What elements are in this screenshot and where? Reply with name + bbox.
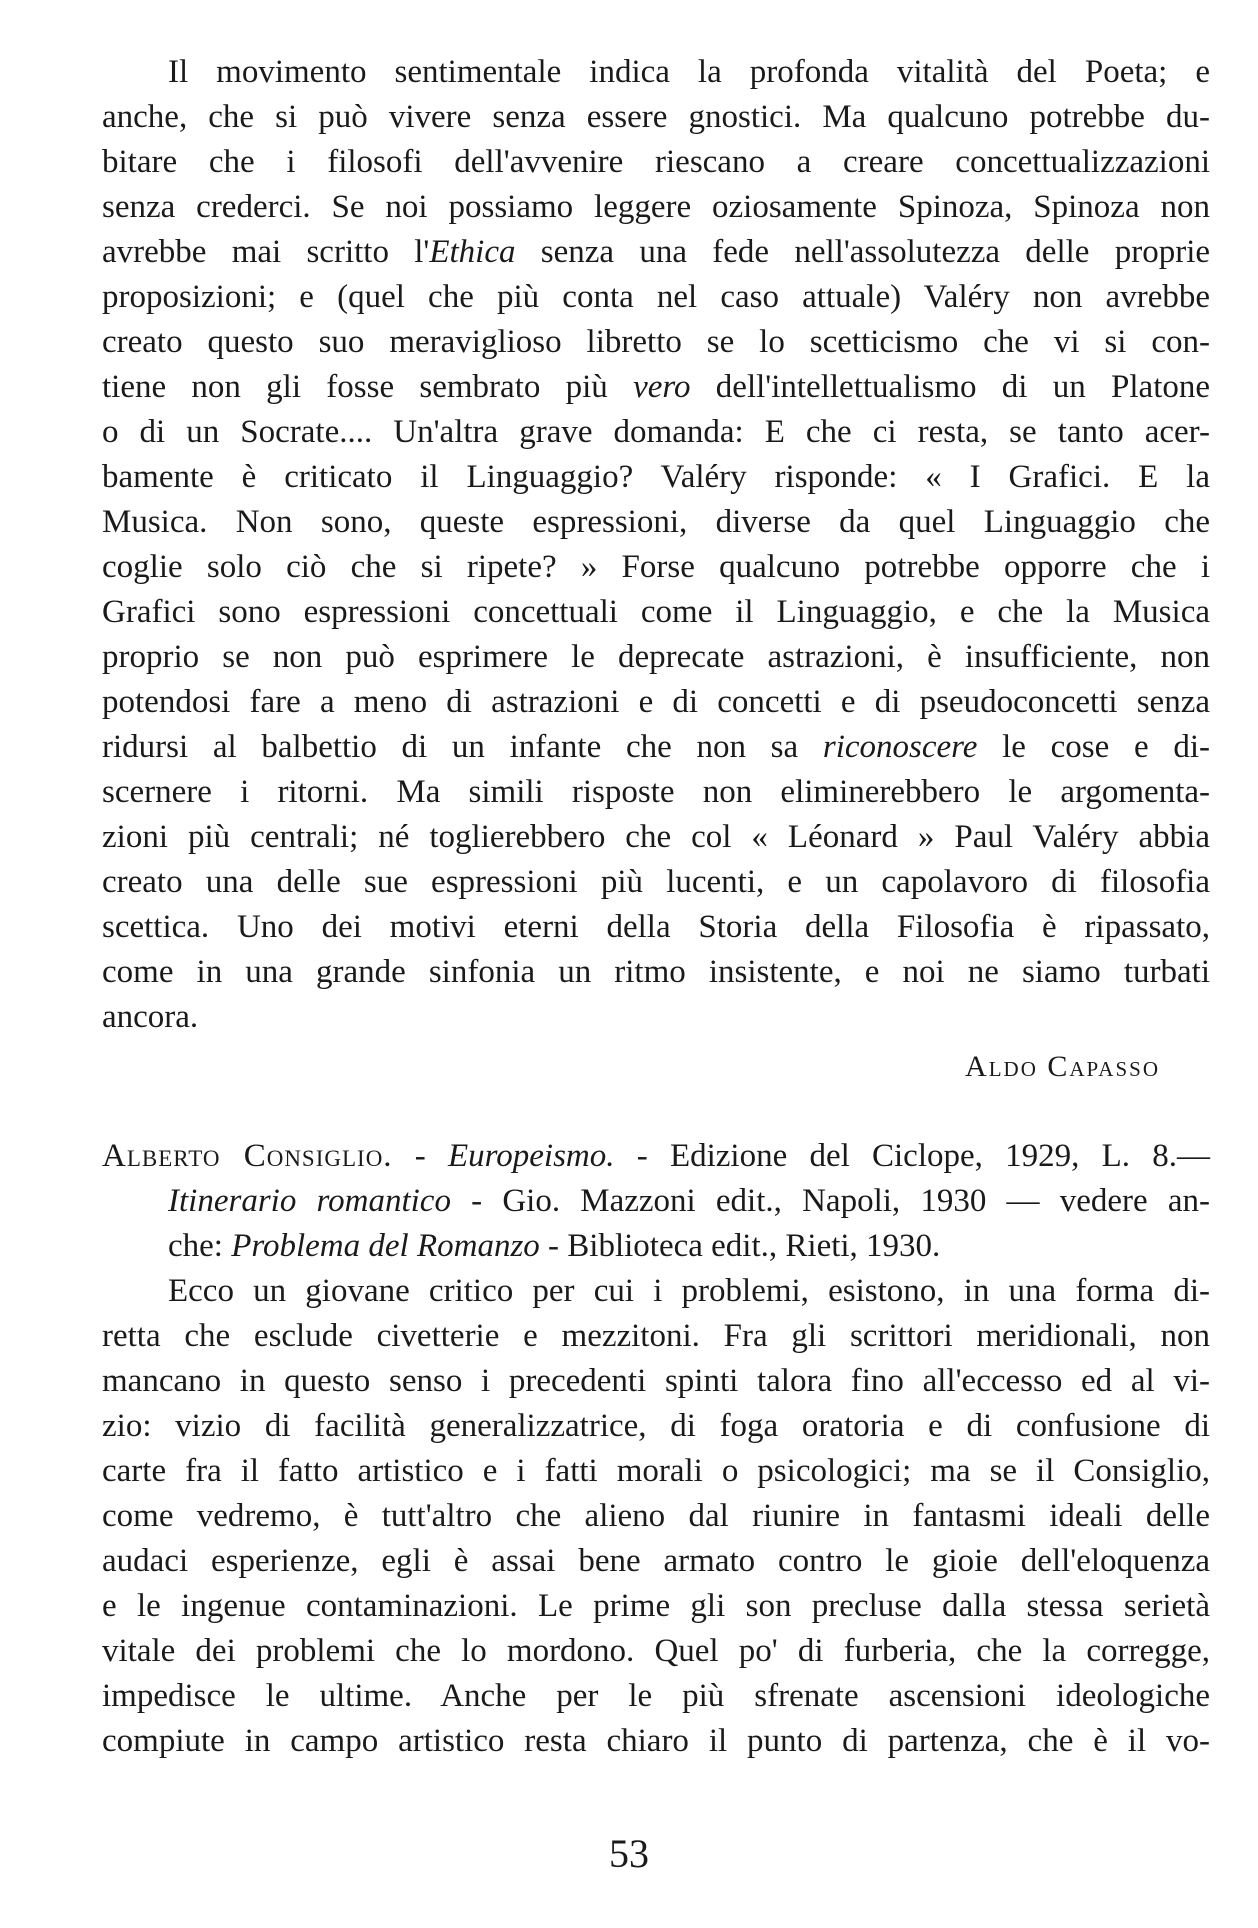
italic-title: Ethica bbox=[429, 234, 516, 270]
review-heading-line bbox=[102, 1134, 1210, 1179]
text-line: come vedremo, è tutt'altro che alieno dal riunire in fantasmi ideali delle bbox=[102, 1498, 1210, 1534]
text-segment: - Biblioteca edit., Rieti, 1930. bbox=[539, 1228, 941, 1264]
book-title: Problema del Romanzo bbox=[231, 1228, 540, 1264]
text-segment: che: bbox=[168, 1228, 232, 1264]
text-line: bitare che i filosofi dell'avvenire riescano a creare concettualizzazioni bbox=[102, 144, 1210, 180]
text-line: senza crederci. Se noi possiamo leggere oziosamente Spinoza, Spinoza non bbox=[102, 189, 1210, 225]
text-line: proposizioni; e (quel che più conta nel caso attuale) Valéry non avrebbe bbox=[102, 279, 1210, 315]
text-line: retta che esclude civetterie e mezzitoni. Fra gli scrittori meridionali, non bbox=[102, 1318, 1210, 1354]
review-heading-line bbox=[102, 1179, 1210, 1224]
text-segment: le cose e di- bbox=[977, 729, 1211, 765]
text-line: proprio se non può esprimere le deprecate astrazioni, è insufficiente, non bbox=[102, 639, 1210, 675]
text-line: carte fra il fatto artistico e i fatti morali o psicologici; ma se il Consiglio, bbox=[102, 1453, 1210, 1489]
text-line: potendosi fare a meno di astrazioni e di concetti e di pseudoconcetti senza bbox=[102, 684, 1210, 720]
text-line: come in una grande sinfonia un ritmo insistente, e noi ne siamo turbati bbox=[102, 954, 1210, 990]
text-line: Grafici sono espressioni concettuali come il Linguaggio, e che la Musica bbox=[102, 594, 1210, 630]
book-title: Itinerario romantico bbox=[168, 1183, 451, 1219]
review-author: Alberto Consiglio. bbox=[102, 1138, 393, 1174]
text-segment: senza una fede nell'assolutezza delle proprie bbox=[515, 234, 1211, 270]
author-signature: Aldo Capasso bbox=[965, 1050, 1160, 1083]
review-heading-line bbox=[102, 1224, 1210, 1269]
text-line: ancora. bbox=[102, 999, 199, 1035]
text-line: Il movimento sentimentale indica la profonda vitalità del Poeta; e bbox=[168, 54, 1210, 90]
text-line: vitale dei problemi che lo mordono. Quel po' di furberia, che la corregge, bbox=[102, 1633, 1210, 1669]
text-line: Musica. Non sono, queste espressioni, diverse da quel Linguaggio che bbox=[102, 504, 1210, 540]
text-line: audaci esperienze, egli è assai bene armato contro le gioie dell'eloquenza bbox=[102, 1543, 1210, 1579]
text-segment: - bbox=[392, 1138, 448, 1174]
essay-paragraph bbox=[102, 50, 1210, 1040]
text-segment: - Gio. Mazzoni edit., Napoli, 1930 — vedere an- bbox=[450, 1183, 1210, 1219]
text-line bbox=[102, 725, 1210, 770]
text-line: mancano in questo senso i precedenti spinti talora fino all'eccesso ed al vi- bbox=[102, 1363, 1210, 1399]
text-line: o di un Socrate.... Un'altra grave domanda: E che ci resta, se tanto acer- bbox=[102, 414, 1210, 450]
text-line bbox=[102, 230, 1210, 275]
text-line: bamente è criticato il Linguaggio? Valéry risponde: « I Grafici. E la bbox=[102, 459, 1210, 495]
text-line: creato una delle sue espressioni più lucenti, e un capolavoro di filosofia bbox=[102, 864, 1210, 900]
text-line: Ecco un giovane critico per cui i problemi, esistono, in una forma di- bbox=[168, 1273, 1210, 1309]
book-title: Europeismo. bbox=[448, 1138, 615, 1174]
text-line: e le ingenue contaminazioni. Le prime gli son precluse dalla stessa serietà bbox=[102, 1588, 1210, 1624]
text-line: anche, che si può vivere senza essere gnostici. Ma qualcuno potrebbe du- bbox=[102, 99, 1210, 135]
text-line: scernere i ritorni. Ma simili risposte non eliminerebbero le argomenta- bbox=[102, 774, 1210, 810]
text-segment: - Edizione del Ciclope, 1929, L. 8.— bbox=[614, 1138, 1210, 1174]
text-line bbox=[102, 365, 1210, 410]
text-line: zio: vizio di facilità generalizzatrice, di foga oratoria e di confusione di bbox=[102, 1408, 1210, 1444]
text-line: impedisce le ultime. Anche per le più sfrenate ascensioni ideologiche bbox=[102, 1678, 1210, 1714]
text-segment: ridursi al balbettio di un infante che non sa bbox=[102, 729, 799, 765]
text-line: coglie solo ciò che si ripete? » Forse qualcuno potrebbe opporre che i bbox=[102, 549, 1210, 585]
page-number: 53 bbox=[609, 1831, 649, 1876]
text-segment: avrebbe mai scritto l' bbox=[102, 234, 430, 270]
text-segment: tiene non gli fosse sembrato più bbox=[102, 369, 608, 405]
italic-word: vero bbox=[633, 369, 691, 405]
text-line: scettica. Uno dei motivi eterni della Storia della Filosofia è ripassato, bbox=[102, 909, 1210, 945]
text-line: compiute in campo artistico resta chiaro il punto di partenza, che è il vo- bbox=[102, 1723, 1210, 1759]
italic-word: riconoscere bbox=[822, 729, 978, 765]
text-line: creato questo suo meraviglioso libretto se lo scetticismo che vi si con- bbox=[102, 324, 1210, 360]
text-line: zioni più centrali; né toglierebbero che col « Léonard » Paul Valéry abbia bbox=[102, 819, 1210, 855]
text-segment: dell'intellettualismo di un Platone bbox=[690, 369, 1211, 405]
book-review bbox=[102, 1134, 1210, 1764]
